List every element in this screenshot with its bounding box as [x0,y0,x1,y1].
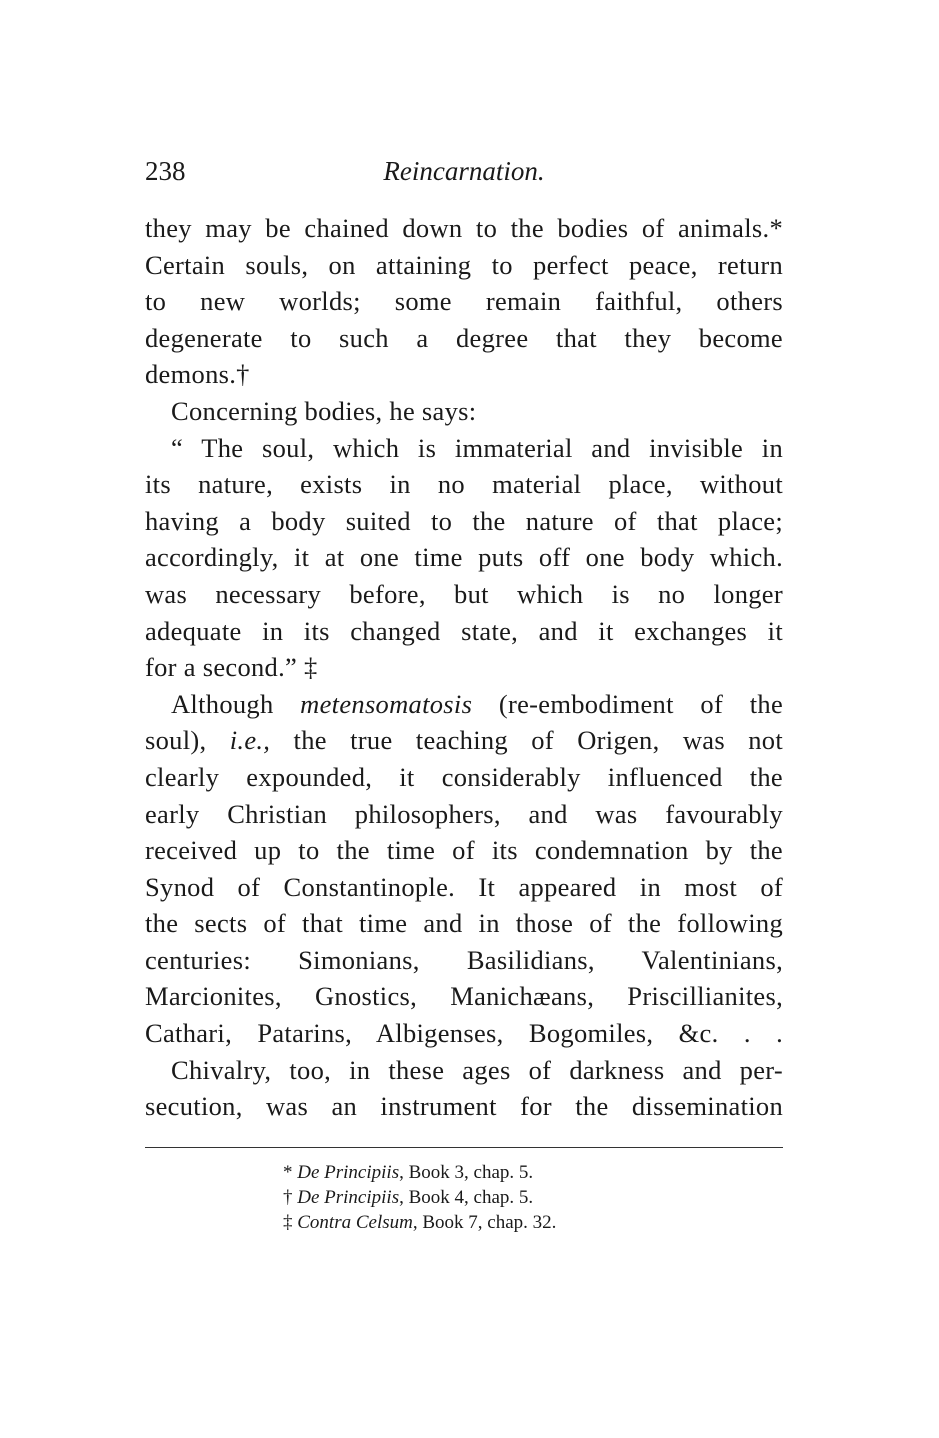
text-line [145,356,783,393]
text-line [145,649,783,686]
text-segment: Certain souls, on attaining to perfect peace, return [145,249,783,280]
text-segment: its nature, exists in no material place, without [145,469,783,500]
footnote-mark: ‡ [283,1212,298,1233]
text-line [145,539,783,576]
text-segment: early Christian philosophers, and was favourably [145,798,783,829]
text-line [145,1088,783,1125]
text-line [145,686,783,723]
text-line [145,1015,783,1052]
italic-term: i.e., [229,725,271,756]
text-segment: Concerning bodies, he says: [171,395,477,426]
text-segment: received up to the time of its condemnation by the [145,835,783,866]
text-line [145,466,783,503]
text-line [145,393,783,430]
footnote-mark: * [283,1162,298,1183]
text-segment: Cathari, Patarins, Albigenses, Bogomiles, &c. . . [145,1018,783,1049]
footnote-title: Contra Celsum [297,1212,413,1233]
text-line [145,796,783,833]
text-segment: the true teaching of Origen, was not [270,725,784,756]
text-line [145,283,783,320]
text-segment: clearly expounded, it considerably influenced the [145,761,783,792]
text-line [145,832,783,869]
text-segment: Although [171,688,301,719]
footnote-rule [145,1147,783,1148]
text-segment: “ The soul, which is immaterial and invisible in [171,432,783,463]
footnote [283,1210,556,1235]
text-segment: soul), [145,725,230,756]
footnote-ref: , Book 3, chap. 5. [399,1162,534,1183]
running-title: Reincarnation. [383,156,545,186]
text-line [145,576,783,613]
footnote-ref: , Book 4, chap. 5. [399,1187,534,1208]
text-segment: to new worlds; some remain faithful, others [145,286,783,317]
text-segment: accordingly, it at one time puts off one body which. [145,542,783,573]
text-segment: Marcionites, Gnostics, Manichæans, Priscillianites, [145,981,783,1012]
text-segment: Synod of Constantinople. It appeared in most of [145,871,783,902]
text-line [145,722,783,759]
text-segment: adequate in its changed state, and it exchanges it [145,615,783,646]
body-text [145,210,783,1125]
text-segment: for a second.” ‡ [145,652,318,683]
text-segment: Chivalry, too, in these ages of darkness and per- [171,1054,783,1085]
footnote [283,1185,556,1210]
text-segment: centuries: Simonians, Basilidians, Valentinians, [145,944,783,975]
text-line [145,430,783,467]
footnote-mark: † [283,1187,298,1208]
text-line [145,905,783,942]
text-segment: having a body suited to the nature of that place; [145,505,783,536]
text-segment: demons.† [145,359,250,390]
footnote-title: De Principiis [297,1187,400,1208]
text-segment: the sects of that time and in those of the following [145,908,783,939]
text-segment: secution, was an instrument for the dissemination [145,1091,783,1122]
footnote-ref: , Book 7, chap. 32. [412,1212,557,1233]
text-line [145,869,783,906]
text-line [145,503,783,540]
text-segment: (re-embodiment of the [472,688,784,719]
text-line [145,1052,783,1089]
footnote [283,1160,556,1185]
text-segment: they may be chained down to the bodies of animals.* [145,213,783,243]
running-header [145,156,783,196]
text-line [145,759,783,796]
text-segment: degenerate to such a degree that they become [145,322,783,353]
footnotes [283,1160,556,1235]
text-line [145,247,783,284]
text-segment: was necessary before, but which is no longer [145,578,783,609]
text-line [145,978,783,1015]
italic-term: metensomatosis [300,688,473,719]
text-line [145,613,783,650]
text-line [145,942,783,979]
page-number: 238 [145,156,186,186]
text-line [145,320,783,357]
text-line [145,210,783,247]
footnote-title: De Principiis [297,1162,400,1183]
